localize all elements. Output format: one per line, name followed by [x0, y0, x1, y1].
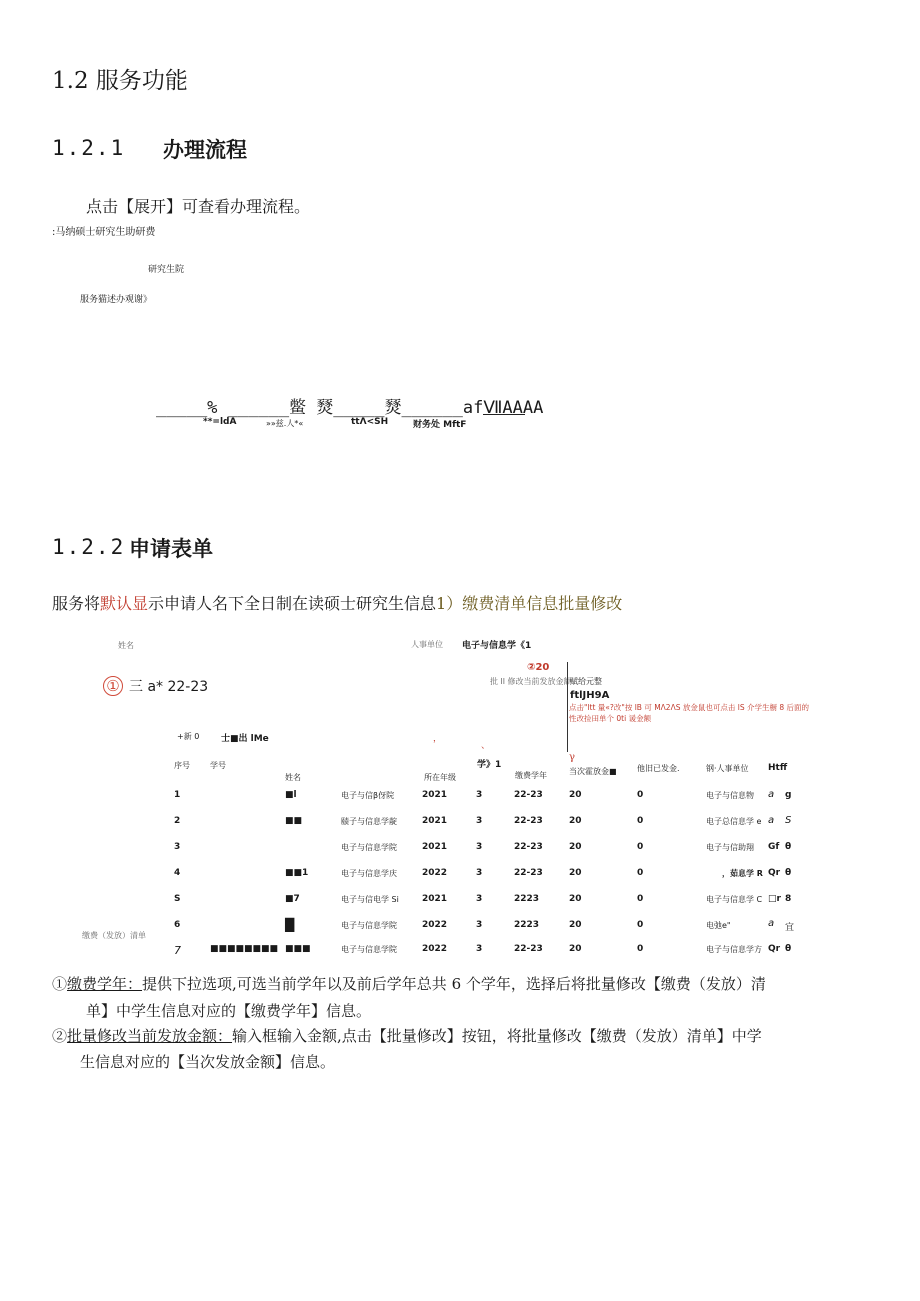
note-2: ②批量修改当前发放金额：输入框输入金额,点击【批量修改】按钮，将批量修改【缴费（发放）清单】中学 — [52, 1027, 762, 1045]
cell-year[interactable]: 22-23 — [514, 944, 543, 954]
cell-grade: 2022 — [422, 868, 448, 878]
cell-college: 电子与信息学院 — [341, 843, 397, 852]
cell-college: 电子与信息学院 — [341, 945, 397, 954]
cell-college: 电子与信电学 Si — [341, 895, 399, 904]
header-unit: 钢·人事单位 — [706, 764, 749, 773]
export-button[interactable]: 士■出 lMe — [221, 734, 269, 744]
cell-year[interactable]: 22-23 — [514, 868, 543, 878]
flow-step-3: ttΛ<SH — [351, 417, 389, 427]
batch-amount-hint: 批 ll 修改当前发放金额 — [490, 677, 572, 686]
add-button[interactable]: +新 0 — [177, 732, 200, 741]
cell-amount[interactable]: 20 — [569, 842, 582, 852]
academic-year-select[interactable]: 三 a* 22-23 — [129, 679, 209, 695]
cell-x: 3 — [476, 790, 483, 800]
cell-name: ■7 — [285, 894, 300, 904]
cell-amount[interactable]: 20 — [569, 868, 582, 878]
row-action-1[interactable]: Qr — [768, 868, 781, 878]
cell-paid: 0 — [637, 842, 644, 852]
flow-underline — [483, 414, 525, 415]
cell-x: 3 — [476, 842, 483, 852]
cell-amount[interactable]: 20 — [569, 790, 582, 800]
cell-no: 3 — [174, 842, 181, 852]
row-action-1[interactable]: a — [768, 789, 775, 800]
note-1: ①缴费学年：提供下拉选项,可选当前学年以及前后学年总共 6 个学年，选择后将批量修改【缴费（发放）清 — [52, 975, 766, 993]
cell-paid: 0 — [637, 944, 644, 954]
xue-mark: 学》1 — [477, 760, 502, 770]
batch-note-line1: 点击"ltt 量«?改"按 lB 可 MΛ2ΛS 放金鼠也可点击 lS 介学生橱 8 后面的 — [569, 703, 809, 712]
cell-grade: 2021 — [422, 842, 448, 852]
cell-year[interactable]: 22-23 — [514, 790, 543, 800]
row-action-1[interactable]: a — [768, 815, 775, 826]
cell-name: ■■■ — [285, 944, 311, 954]
header-seq: 序号 — [174, 761, 190, 770]
subsection-number-1: 1.2.1 — [52, 136, 126, 160]
cell-x: 3 — [476, 868, 483, 878]
row-action-1[interactable]: □r — [768, 894, 781, 904]
batch-amount-input[interactable]: 赋给元整 — [570, 677, 602, 686]
cell-year[interactable]: 22-23 — [514, 842, 543, 852]
cell-student-id: ■■■■■■■■ — [210, 944, 279, 954]
cell-x: 3 — [476, 816, 483, 826]
cell-college: 电子与信息学庆 — [341, 869, 397, 878]
header-actions: Htff — [768, 763, 788, 773]
cell-unit: 电子与信息学方 — [706, 945, 762, 954]
cell-no: 4 — [174, 868, 181, 878]
cell-unit: 电弛e" — [706, 921, 731, 930]
cell-unit: 电子与信助翔 — [706, 843, 754, 852]
stray-mark-b: 、 — [481, 741, 491, 751]
service-name: :马纳硕士研究生助研费 — [52, 227, 156, 238]
payment-list-label: 缴费（发放）清单 — [82, 931, 146, 940]
cell-paid: 0 — [637, 790, 644, 800]
cell-year[interactable]: 22-23 — [514, 816, 543, 826]
service-description-label[interactable]: 服务猫述办观谢》 — [80, 295, 153, 305]
form-description: 服务将默认显示申请人名下全日制在读硕士研究生信息1）缴费清单信息批量修改 — [52, 594, 623, 613]
row-action-2[interactable]: θ — [785, 842, 792, 852]
cell-grade: 2021 — [422, 790, 448, 800]
cell-paid: 0 — [637, 920, 644, 930]
cell-unit: 电子总信息学 e — [706, 817, 762, 826]
unit-label: 人事单位 — [411, 640, 443, 649]
note-1-cont: 单】中学生信息对应的【缴费学年】信息。 — [86, 1002, 372, 1020]
batch-modify-button[interactable]: ftlJH9A — [570, 690, 610, 701]
form-divider — [567, 662, 568, 752]
year-selector[interactable] — [103, 676, 208, 696]
row-action-2[interactable]: g — [785, 790, 792, 800]
cell-grade: 2021 — [422, 894, 448, 904]
row-action-1[interactable]: Gf — [768, 842, 780, 852]
cell-no: 6 — [174, 920, 181, 930]
service-provider: 研究生院 — [148, 265, 185, 275]
row-action-2[interactable]: θ — [785, 868, 792, 878]
stray-mark-a: ， — [433, 734, 443, 744]
cell-amount[interactable]: 20 — [569, 920, 582, 930]
header-paid-amount: 他旧已发金. — [637, 764, 680, 773]
cell-unit: ，茹息学 R — [722, 869, 763, 878]
cell-x: 3 — [476, 894, 483, 904]
cell-unit: 电子与信息学 C — [706, 895, 763, 904]
cell-amount[interactable]: 20 — [569, 944, 582, 954]
row-action-1[interactable]: a — [768, 918, 775, 929]
cell-name: ■l — [285, 790, 297, 800]
cell-college: 电子与信息学院 — [341, 921, 397, 930]
header-pay-year: 缴费学年 — [515, 771, 547, 780]
marker-2: ②20 — [527, 662, 550, 673]
section-title: 1.2 服务功能 — [52, 68, 188, 94]
subsection-number-2: 1.2.2 — [52, 535, 126, 559]
marker-1: ① — [103, 676, 123, 696]
cell-grade: 2022 — [422, 944, 448, 954]
row-action-1[interactable]: Qr — [768, 944, 781, 954]
row-action-2[interactable]: 宜 — [785, 923, 795, 933]
row-action-2[interactable]: S — [785, 815, 792, 826]
cell-grade: 2022 — [422, 920, 448, 930]
header-grade: 所在年级 — [424, 773, 456, 782]
subsection-title-1: 办理流程 — [163, 138, 247, 162]
cell-paid: 0 — [637, 816, 644, 826]
cell-year[interactable]: 2223 — [514, 920, 540, 930]
cell-x: 3 — [476, 944, 483, 954]
header-student-id: 学号 — [210, 761, 226, 770]
cell-no: 1 — [174, 790, 181, 800]
expand-instruction: 点击【展开】可查看办理流程。 — [86, 197, 311, 216]
batch-note-line2: 性改捡田单个 0ti 谖金额 — [569, 714, 652, 723]
cell-paid: 0 — [637, 894, 644, 904]
header-name: 姓名 — [285, 773, 301, 782]
row-action-2[interactable]: 8 — [785, 894, 792, 904]
cell-name: ■■1 — [285, 868, 309, 878]
cell-amount[interactable]: 20 — [569, 894, 582, 904]
flow-step-4: 财务处 MftF — [413, 420, 467, 430]
flow-step-1: **=ldA — [203, 417, 237, 427]
subsection-title-2: 申请表单 — [129, 537, 213, 561]
cell-grade: 2021 — [422, 816, 448, 826]
cell-college: 电子与信β伢院 — [341, 791, 395, 800]
flow-step-2: »»兹.人*« — [266, 419, 304, 428]
name-label: 姓名 — [118, 641, 134, 650]
cell-unit: 电子与信息物 — [706, 791, 754, 800]
cell-x: 3 — [476, 920, 483, 930]
header-current-amount: 当次霍放金■ — [569, 767, 617, 776]
unit-value: 电子与信息学《1 — [462, 641, 532, 651]
note-pointer-mark: γ — [569, 752, 575, 763]
process-flow-line: _____% ______鳖 燹_____燹______afⅦAAAA — [156, 398, 544, 418]
cell-college: 赜子与信息学靛 — [341, 817, 397, 826]
cell-paid: 0 — [637, 868, 644, 878]
row-action-2[interactable]: θ — [785, 944, 792, 954]
cell-no: S — [174, 894, 181, 904]
note-2-cont: 生信息对应的【当次发放金额】信息。 — [80, 1053, 336, 1071]
cell-no: 7 — [174, 944, 181, 957]
cell-amount[interactable]: 20 — [569, 816, 582, 826]
cell-name: █ — [285, 918, 295, 932]
cell-no: 2 — [174, 816, 181, 826]
cell-name: ■■ — [285, 816, 303, 826]
cell-year[interactable]: 2223 — [514, 894, 540, 904]
